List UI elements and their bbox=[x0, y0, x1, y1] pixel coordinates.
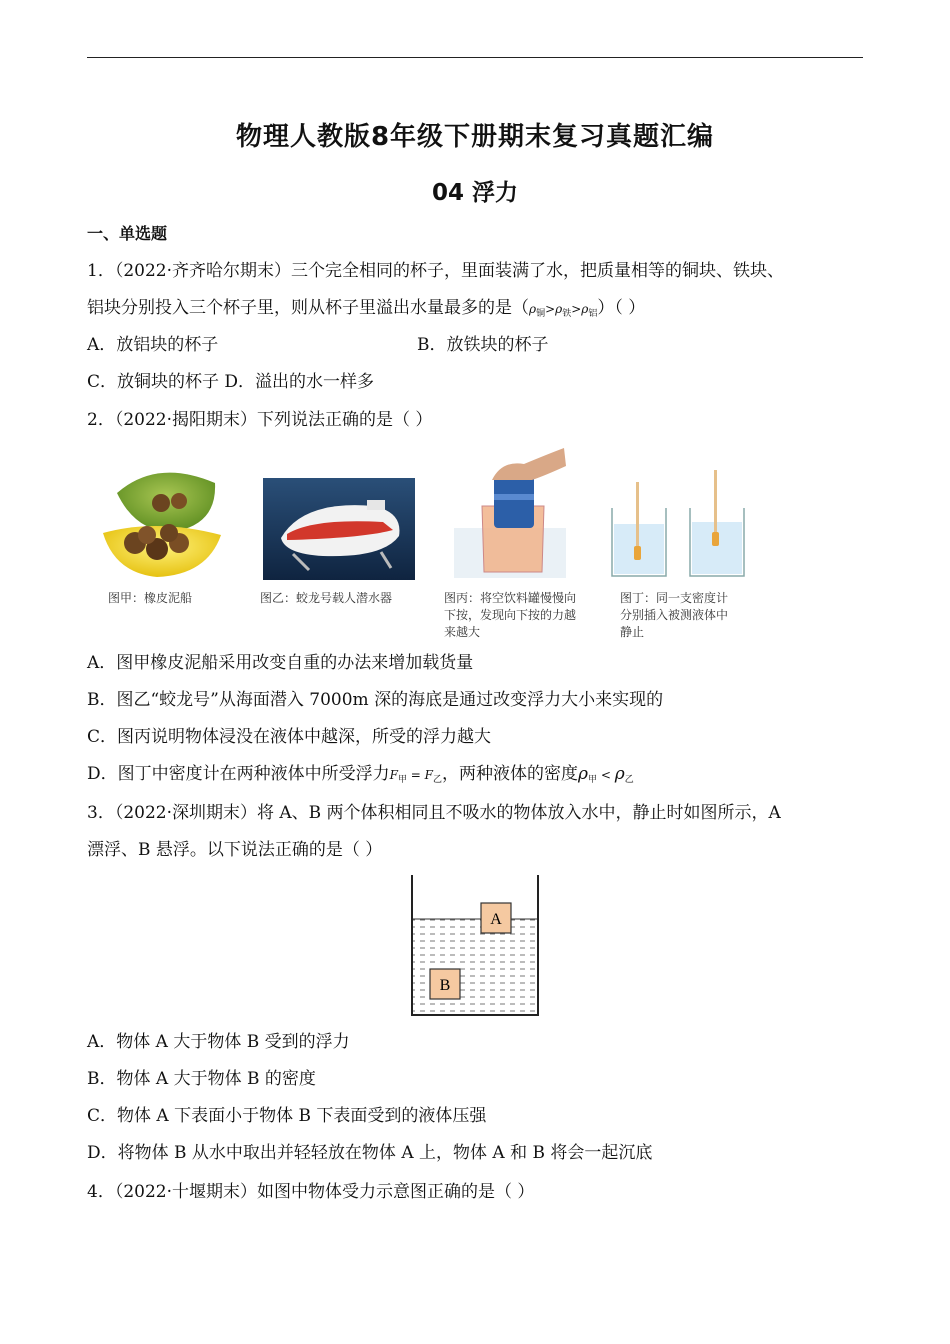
density-sub-aluminum: 铝 bbox=[588, 309, 598, 319]
q2-option-b: B．图乙“蛟龙号”从海面潜入 7000m 深的海底是通过改变浮力大小来实现的 bbox=[87, 690, 664, 710]
q3-stem-line2: 漂浮、B 悬浮。以下说法正确的是（ ） bbox=[87, 840, 383, 860]
q1-option-cd: C．放铜块的杯子 D．溢出的水一样多 bbox=[87, 372, 375, 392]
page-title: 物理人教版8年级下册期末复习真题汇编 bbox=[235, 122, 715, 152]
less-than-sign: < bbox=[597, 768, 615, 782]
greater-sign: > bbox=[571, 302, 582, 316]
equals-sign: = bbox=[406, 768, 425, 782]
density-rho: ρ bbox=[555, 302, 563, 316]
caption-line: 静止 bbox=[620, 625, 645, 639]
q3-option-a: A．物体 A 大于物体 B 受到的浮力 bbox=[87, 1032, 350, 1052]
q3-option-b: B．物体 A 大于物体 B 的密度 bbox=[87, 1069, 316, 1089]
density-rho: ρ bbox=[614, 764, 625, 784]
force-symbol: F bbox=[424, 768, 433, 782]
caption-figure-yi: 图乙：蛟龙号载人潜水器 bbox=[260, 591, 393, 605]
density-sub-copper: 铜 bbox=[536, 309, 546, 319]
answer-blank: ）（ ） bbox=[597, 298, 646, 318]
sub-yi: 乙 bbox=[624, 775, 634, 785]
q2-option-d-text: D．图丁中密度计在两种液体中所受浮力 bbox=[87, 764, 390, 784]
caption-figure-ding bbox=[620, 590, 728, 641]
q1-stem-line1: 1．（2022·齐齐哈尔期末）三个完全相同的杯子，里面装满了水，把质量相等的铜块、铁块、 bbox=[87, 261, 784, 281]
figure-can-press bbox=[452, 446, 568, 582]
caption-line: 来越大 bbox=[444, 625, 481, 639]
label-b: B bbox=[439, 977, 451, 994]
header-rule bbox=[87, 57, 863, 58]
q3-option-d: D．将物体 B 从水中取出并轻轻放在物体 A 上，物体 A 和 B 将会一起沉底 bbox=[87, 1143, 653, 1163]
q2-option-c: C．图丙说明物体浸没在液体中越深，所受的浮力越大 bbox=[87, 727, 492, 747]
q1-stem-text: 铝块分别投入三个杯子里，则从杯子里溢出水量最多的是（ bbox=[87, 298, 529, 318]
q2-option-d-mid: ，两种液体的密度 bbox=[442, 764, 579, 784]
figure-hydrometer-beakers bbox=[610, 468, 748, 580]
caption-line: 分别插入被测液体中 bbox=[620, 608, 729, 622]
q1-option-b: B．放铁块的杯子 bbox=[417, 335, 549, 355]
caption-line: 图丙：将空饮料罐慢慢向 bbox=[444, 591, 577, 605]
q2-option-d bbox=[87, 762, 634, 792]
greater-sign: > bbox=[545, 302, 556, 316]
figure-submersible bbox=[263, 478, 415, 580]
caption-line: 下按，发现向下按的力越 bbox=[444, 608, 577, 622]
q1-stem-line2 bbox=[87, 296, 645, 326]
sub-jia: 甲 bbox=[588, 775, 598, 785]
q2-option-a: A．图甲橡皮泥船采用改变自重的办法来增加载货量 bbox=[87, 653, 474, 673]
label-a: A bbox=[490, 911, 502, 928]
q1-option-a: A．放铝块的杯子 bbox=[87, 335, 219, 355]
density-rho: ρ bbox=[529, 302, 537, 316]
q4-stem: 4．（2022·十堰期末）如图中物体受力示意图正确的是（ ） bbox=[87, 1182, 535, 1202]
section-heading: 一、单选题 bbox=[87, 224, 168, 243]
caption-figure-bing bbox=[444, 590, 576, 641]
q3-stem-line1: 3．（2022·深圳期末）将 A、B 两个体积相同且不吸水的物体放入水中，静止时如图所示，A bbox=[87, 803, 781, 823]
caption-figure-jia: 图甲：橡皮泥船 bbox=[108, 591, 193, 605]
chapter-subtitle: 04 浮力 bbox=[431, 180, 518, 206]
density-sub-iron: 铁 bbox=[562, 309, 572, 319]
caption-line: 图丁：同一支密度计 bbox=[620, 591, 729, 605]
density-rho: ρ bbox=[581, 302, 589, 316]
q3-option-c: C．物体 A 下表面小于物体 B 下表面受到的液体压强 bbox=[87, 1106, 487, 1126]
q2-stem: 2．（2022·揭阳期末）下列说法正确的是（ ） bbox=[87, 410, 433, 430]
sub-jia: 甲 bbox=[397, 775, 407, 785]
figure-clay-boat bbox=[97, 463, 225, 581]
force-symbol: F bbox=[389, 768, 398, 782]
figure-container-ab bbox=[410, 875, 540, 1017]
density-rho: ρ bbox=[578, 764, 589, 784]
sub-yi: 乙 bbox=[433, 775, 443, 785]
